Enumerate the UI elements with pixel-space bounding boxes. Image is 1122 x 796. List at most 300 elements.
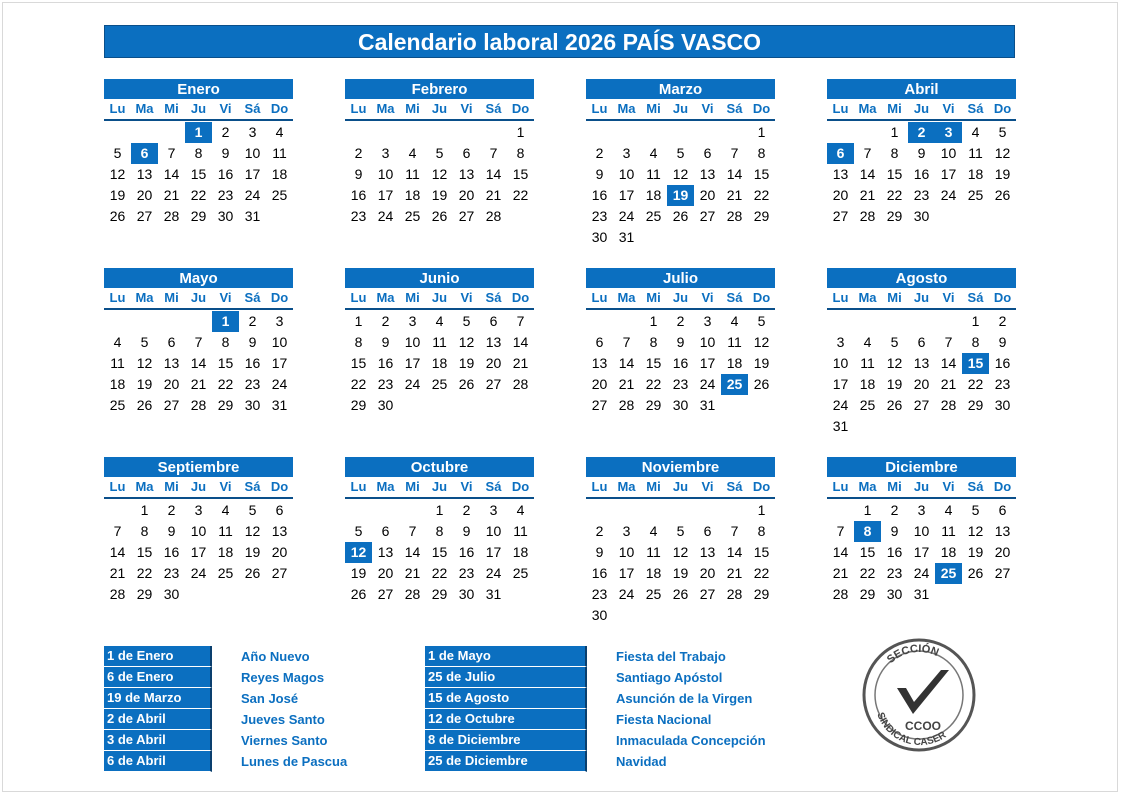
day-cell: 11 xyxy=(860,355,875,371)
day-cell: 17 xyxy=(940,166,957,182)
day-cell: 22 xyxy=(859,565,876,581)
day-cell: 7 xyxy=(730,523,739,539)
holiday-date: 1 de Mayo xyxy=(425,646,587,667)
day-cell: 5 xyxy=(971,502,980,518)
day-cell: 15 xyxy=(753,544,770,560)
day-cell: 14 xyxy=(859,166,876,182)
day-cell: 15 xyxy=(431,544,448,560)
weekday-label: Ma xyxy=(617,479,636,494)
holiday-name: Reyes Magos xyxy=(241,670,325,685)
day-cell: 26 xyxy=(458,376,475,392)
weekday-label: Ma xyxy=(135,290,154,305)
day-cell: 2 xyxy=(167,502,176,518)
month-name: Junio xyxy=(345,268,534,288)
day-cell: 1 xyxy=(516,124,525,140)
day-cell: 1 xyxy=(435,502,444,518)
days-grid xyxy=(104,311,293,416)
day-cell: 11 xyxy=(405,166,420,182)
weekday-label: Sá xyxy=(726,290,743,305)
day-cell: 6 xyxy=(167,334,176,350)
day-cell: 24 xyxy=(913,565,930,581)
weekday-label: Ju xyxy=(190,290,207,305)
day-cell: 3 xyxy=(408,313,417,329)
day-cell: 18 xyxy=(217,544,234,560)
empty-cell xyxy=(372,122,399,143)
day-cell: 19 xyxy=(350,565,367,581)
day-cell: 20 xyxy=(271,544,288,560)
day-cell: 6 xyxy=(381,523,390,539)
empty-cell xyxy=(372,500,399,521)
day-cell: 8 xyxy=(194,145,203,161)
weekday-label: Ma xyxy=(135,101,154,116)
day-cell: 18 xyxy=(404,187,421,203)
day-cell: 1 xyxy=(863,502,872,518)
empty-cell xyxy=(131,122,158,143)
day-cell: 27 xyxy=(699,586,716,602)
day-cell: 9 xyxy=(381,334,390,350)
day-cell: 14 xyxy=(618,355,635,371)
day-cell: 13 xyxy=(699,544,716,560)
day-cell: 3 xyxy=(194,502,203,518)
empty-cell xyxy=(613,311,640,332)
day-cell: 13 xyxy=(994,523,1011,539)
empty-cell xyxy=(694,122,721,143)
day-cell: 22 xyxy=(190,187,207,203)
weekday-label: Do xyxy=(993,101,1012,116)
weekday-label: Ma xyxy=(376,290,395,305)
weekday-label: Vi xyxy=(942,101,955,116)
month-abril xyxy=(827,79,1016,227)
day-cell: 7 xyxy=(944,334,953,350)
day-cell: 14 xyxy=(512,334,529,350)
day-cell: 16 xyxy=(672,355,689,371)
weekday-header xyxy=(827,288,1016,310)
day-cell: 23 xyxy=(994,376,1011,392)
empty-cell xyxy=(721,122,748,143)
holiday-day: 2 xyxy=(908,122,935,143)
day-cell: 28 xyxy=(859,208,876,224)
day-cell: 30 xyxy=(217,208,234,224)
month-junio xyxy=(345,268,534,416)
weekday-label: Mi xyxy=(164,101,179,116)
day-cell: 1 xyxy=(354,313,363,329)
holiday-dates-right xyxy=(425,646,587,772)
day-cell: 21 xyxy=(404,565,421,581)
day-cell: 10 xyxy=(377,166,394,182)
weekday-label: Mi xyxy=(164,479,179,494)
day-cell: 28 xyxy=(485,208,502,224)
day-cell: 4 xyxy=(649,523,658,539)
day-cell: 28 xyxy=(404,586,421,602)
day-cell: 16 xyxy=(217,166,234,182)
empty-cell xyxy=(185,311,212,332)
day-cell: 14 xyxy=(109,544,126,560)
day-cell: 3 xyxy=(622,145,631,161)
day-cell: 9 xyxy=(890,523,899,539)
day-cell: 26 xyxy=(350,586,367,602)
day-cell: 29 xyxy=(753,586,770,602)
empty-cell xyxy=(935,311,962,332)
holiday-date: 19 de Marzo xyxy=(104,688,212,709)
weekday-header xyxy=(345,288,534,310)
days-grid xyxy=(827,122,1016,227)
day-cell: 25 xyxy=(967,187,984,203)
day-cell: 7 xyxy=(408,523,417,539)
day-cell: 8 xyxy=(140,523,149,539)
day-cell: 2 xyxy=(998,313,1007,329)
month-agosto xyxy=(827,268,1016,437)
weekday-label: Vi xyxy=(460,290,473,305)
weekday-label: Sá xyxy=(244,290,261,305)
day-cell: 17 xyxy=(699,355,716,371)
day-cell: 8 xyxy=(649,334,658,350)
day-cell: 4 xyxy=(944,502,953,518)
day-cell: 11 xyxy=(513,523,528,539)
day-cell: 28 xyxy=(726,586,743,602)
day-cell: 26 xyxy=(244,565,261,581)
day-cell: 6 xyxy=(703,145,712,161)
day-cell: 25 xyxy=(217,565,234,581)
day-cell: 24 xyxy=(485,565,502,581)
holiday-day: 6 xyxy=(827,143,854,164)
weekday-label: Sá xyxy=(485,290,502,305)
day-cell: 4 xyxy=(516,502,525,518)
holiday-name: Santiago Apóstol xyxy=(616,670,723,685)
day-cell: 28 xyxy=(163,208,180,224)
weekday-header xyxy=(827,477,1016,499)
weekday-label: Mi xyxy=(164,290,179,305)
day-cell: 11 xyxy=(646,166,661,182)
month-name: Noviembre xyxy=(586,457,775,477)
month-name: Abril xyxy=(827,79,1016,99)
day-cell: 13 xyxy=(458,166,475,182)
day-cell: 30 xyxy=(994,397,1011,413)
day-cell: 18 xyxy=(859,376,876,392)
day-cell: 13 xyxy=(591,355,608,371)
days-grid xyxy=(586,311,775,416)
weekday-label: Mi xyxy=(646,290,661,305)
weekday-label: Mi xyxy=(887,290,902,305)
holiday-date: 2 de Abril xyxy=(104,709,212,730)
weekday-label: Sá xyxy=(244,101,261,116)
day-cell: 11 xyxy=(941,523,956,539)
day-cell: 7 xyxy=(194,334,203,350)
holiday-date: 15 de Agosto xyxy=(425,688,587,709)
holiday-date: 12 de Octubre xyxy=(425,709,587,730)
day-cell: 25 xyxy=(404,208,421,224)
day-cell: 3 xyxy=(836,334,845,350)
month-noviembre xyxy=(586,457,775,626)
day-cell: 18 xyxy=(967,166,984,182)
day-cell: 21 xyxy=(109,565,126,581)
day-cell: 9 xyxy=(595,544,604,560)
holiday-name: Asunción de la Virgen xyxy=(616,691,753,706)
empty-cell xyxy=(694,500,721,521)
day-cell: 6 xyxy=(998,502,1007,518)
day-cell: 27 xyxy=(163,397,180,413)
weekday-label: Lu xyxy=(591,479,608,494)
day-cell: 12 xyxy=(967,523,984,539)
month-name: Diciembre xyxy=(827,457,1016,477)
day-cell: 24 xyxy=(699,376,716,392)
holiday-day: 25 xyxy=(935,563,962,584)
day-cell: 28 xyxy=(618,397,635,413)
day-cell: 26 xyxy=(672,208,689,224)
day-cell: 2 xyxy=(595,523,604,539)
day-cell: 29 xyxy=(350,397,367,413)
day-cell: 13 xyxy=(832,166,849,182)
day-cell: 16 xyxy=(350,187,367,203)
day-cell: 22 xyxy=(886,187,903,203)
weekday-header xyxy=(345,99,534,121)
calendar-title: Calendario laboral 2026 PAÍS VASCO xyxy=(104,25,1015,58)
weekday-header xyxy=(345,477,534,499)
day-cell: 3 xyxy=(489,502,498,518)
month-enero xyxy=(104,79,293,227)
day-cell: 7 xyxy=(622,334,631,350)
day-cell: 7 xyxy=(167,145,176,161)
day-cell: 30 xyxy=(377,397,394,413)
day-cell: 2 xyxy=(354,145,363,161)
day-cell: 11 xyxy=(646,544,661,560)
day-cell: 21 xyxy=(940,376,957,392)
days-grid xyxy=(104,500,293,605)
days-grid xyxy=(104,122,293,227)
day-cell: 22 xyxy=(753,565,770,581)
day-cell: 26 xyxy=(753,376,770,392)
day-cell: 13 xyxy=(485,334,502,350)
weekday-label: Do xyxy=(752,290,771,305)
weekday-label: Sá xyxy=(967,101,984,116)
day-cell: 18 xyxy=(431,355,448,371)
day-cell: 16 xyxy=(591,187,608,203)
empty-cell xyxy=(480,122,507,143)
day-cell: 21 xyxy=(163,187,180,203)
day-cell: 30 xyxy=(672,397,689,413)
holiday-date: 3 de Abril xyxy=(104,730,212,751)
empty-cell xyxy=(721,500,748,521)
holiday-date: 25 de Diciembre xyxy=(425,751,587,772)
day-cell: 18 xyxy=(645,565,662,581)
holiday-names-left xyxy=(241,646,347,772)
day-cell: 25 xyxy=(109,397,126,413)
holiday-day: 1 xyxy=(185,122,212,143)
day-cell: 14 xyxy=(832,544,849,560)
holiday-name: Fiesta Nacional xyxy=(616,712,712,727)
days-grid xyxy=(827,500,1016,605)
holiday-dates-left xyxy=(104,646,212,772)
month-diciembre xyxy=(827,457,1016,605)
day-cell: 24 xyxy=(377,208,394,224)
day-cell: 29 xyxy=(967,397,984,413)
stamp-bottom-text: SINDICAL CASER xyxy=(874,710,949,749)
month-name: Julio xyxy=(586,268,775,288)
day-cell: 4 xyxy=(275,124,284,140)
weekday-label: Lu xyxy=(109,479,126,494)
day-cell: 22 xyxy=(350,376,367,392)
day-cell: 30 xyxy=(886,586,903,602)
day-cell: 12 xyxy=(886,355,903,371)
day-cell: 7 xyxy=(516,313,525,329)
day-cell: 17 xyxy=(377,187,394,203)
day-cell: 20 xyxy=(832,187,849,203)
weekday-label: Sá xyxy=(967,290,984,305)
empty-cell xyxy=(667,122,694,143)
weekday-label: Mi xyxy=(887,479,902,494)
day-cell: 28 xyxy=(726,208,743,224)
empty-cell xyxy=(399,122,426,143)
weekday-label: Ju xyxy=(190,479,207,494)
day-cell: 5 xyxy=(676,523,685,539)
day-cell: 30 xyxy=(591,229,608,245)
day-cell: 23 xyxy=(163,565,180,581)
weekday-label: Do xyxy=(270,290,289,305)
day-cell: 16 xyxy=(458,544,475,560)
empty-cell xyxy=(586,500,613,521)
day-cell: 4 xyxy=(221,502,230,518)
weekday-label: Ju xyxy=(431,479,448,494)
weekday-label: Sá xyxy=(726,479,743,494)
day-cell: 18 xyxy=(726,355,743,371)
weekday-header xyxy=(104,477,293,499)
month-name: Septiembre xyxy=(104,457,293,477)
day-cell: 13 xyxy=(699,166,716,182)
stamp-top-text: SECCIÓN xyxy=(884,642,941,666)
day-cell: 11 xyxy=(968,145,983,161)
day-cell: 27 xyxy=(832,208,849,224)
day-cell: 18 xyxy=(109,376,126,392)
day-cell: 7 xyxy=(836,523,845,539)
empty-cell xyxy=(881,311,908,332)
day-cell: 16 xyxy=(591,565,608,581)
weekday-label: Do xyxy=(993,479,1012,494)
empty-cell xyxy=(104,311,131,332)
days-grid xyxy=(345,311,534,416)
day-cell: 24 xyxy=(271,376,288,392)
empty-cell xyxy=(131,311,158,332)
month-name: Agosto xyxy=(827,268,1016,288)
day-cell: 10 xyxy=(271,334,288,350)
day-cell: 3 xyxy=(381,145,390,161)
day-cell: 30 xyxy=(163,586,180,602)
day-cell: 6 xyxy=(489,313,498,329)
day-cell: 20 xyxy=(913,376,930,392)
day-cell: 10 xyxy=(618,166,635,182)
day-cell: 19 xyxy=(244,544,261,560)
weekday-label: Mi xyxy=(646,101,661,116)
day-cell: 10 xyxy=(699,334,716,350)
empty-cell xyxy=(827,311,854,332)
weekday-label: Lu xyxy=(591,290,608,305)
day-cell: 25 xyxy=(859,397,876,413)
day-cell: 28 xyxy=(832,586,849,602)
day-cell: 6 xyxy=(703,523,712,539)
day-cell: 5 xyxy=(354,523,363,539)
weekday-label: Ju xyxy=(913,479,930,494)
holiday-name: Viernes Santo xyxy=(241,733,328,748)
day-cell: 3 xyxy=(622,523,631,539)
weekday-label: Mi xyxy=(646,479,661,494)
day-cell: 2 xyxy=(676,313,685,329)
day-cell: 20 xyxy=(485,355,502,371)
day-cell: 9 xyxy=(167,523,176,539)
day-cell: 24 xyxy=(190,565,207,581)
day-cell: 26 xyxy=(886,397,903,413)
holiday-name: Jueves Santo xyxy=(241,712,325,727)
day-cell: 25 xyxy=(271,187,288,203)
day-cell: 15 xyxy=(190,166,207,182)
day-cell: 18 xyxy=(512,544,529,560)
day-cell: 28 xyxy=(940,397,957,413)
day-cell: 29 xyxy=(136,586,153,602)
day-cell: 8 xyxy=(890,145,899,161)
day-cell: 22 xyxy=(431,565,448,581)
day-cell: 3 xyxy=(917,502,926,518)
day-cell: 23 xyxy=(913,187,930,203)
day-cell: 5 xyxy=(248,502,257,518)
day-cell: 17 xyxy=(832,376,849,392)
day-cell: 11 xyxy=(218,523,233,539)
empty-cell xyxy=(854,122,881,143)
month-julio xyxy=(586,268,775,416)
day-cell: 28 xyxy=(512,376,529,392)
day-cell: 12 xyxy=(458,334,475,350)
day-cell: 5 xyxy=(140,334,149,350)
day-cell: 13 xyxy=(913,355,930,371)
weekday-label: Vi xyxy=(942,290,955,305)
days-grid xyxy=(345,122,534,227)
day-cell: 12 xyxy=(244,523,261,539)
day-cell: 14 xyxy=(726,544,743,560)
weekday-label: Do xyxy=(993,290,1012,305)
day-cell: 21 xyxy=(832,565,849,581)
day-cell: 2 xyxy=(890,502,899,518)
day-cell: 1 xyxy=(971,313,980,329)
month-febrero xyxy=(345,79,534,227)
day-cell: 29 xyxy=(886,208,903,224)
day-cell: 5 xyxy=(998,124,1007,140)
day-cell: 6 xyxy=(917,334,926,350)
weekday-label: Vi xyxy=(460,101,473,116)
day-cell: 6 xyxy=(462,145,471,161)
day-cell: 18 xyxy=(271,166,288,182)
day-cell: 12 xyxy=(994,145,1011,161)
day-cell: 4 xyxy=(730,313,739,329)
day-cell: 8 xyxy=(221,334,230,350)
day-cell: 4 xyxy=(408,145,417,161)
day-cell: 8 xyxy=(435,523,444,539)
weekday-label: Ma xyxy=(376,101,395,116)
day-cell: 20 xyxy=(699,565,716,581)
day-cell: 10 xyxy=(244,145,261,161)
holiday-date: 6 de Enero xyxy=(104,667,212,688)
weekday-label: Lu xyxy=(109,101,126,116)
weekday-label: Vi xyxy=(701,101,714,116)
day-cell: 23 xyxy=(886,565,903,581)
day-cell: 11 xyxy=(432,334,447,350)
day-cell: 27 xyxy=(136,208,153,224)
day-cell: 5 xyxy=(757,313,766,329)
day-cell: 8 xyxy=(971,334,980,350)
holiday-day: 15 xyxy=(962,353,989,374)
day-cell: 14 xyxy=(726,166,743,182)
day-cell: 30 xyxy=(458,586,475,602)
weekday-label: Do xyxy=(752,101,771,116)
day-cell: 17 xyxy=(404,355,421,371)
day-cell: 23 xyxy=(350,208,367,224)
day-cell: 19 xyxy=(109,187,126,203)
day-cell: 23 xyxy=(591,586,608,602)
